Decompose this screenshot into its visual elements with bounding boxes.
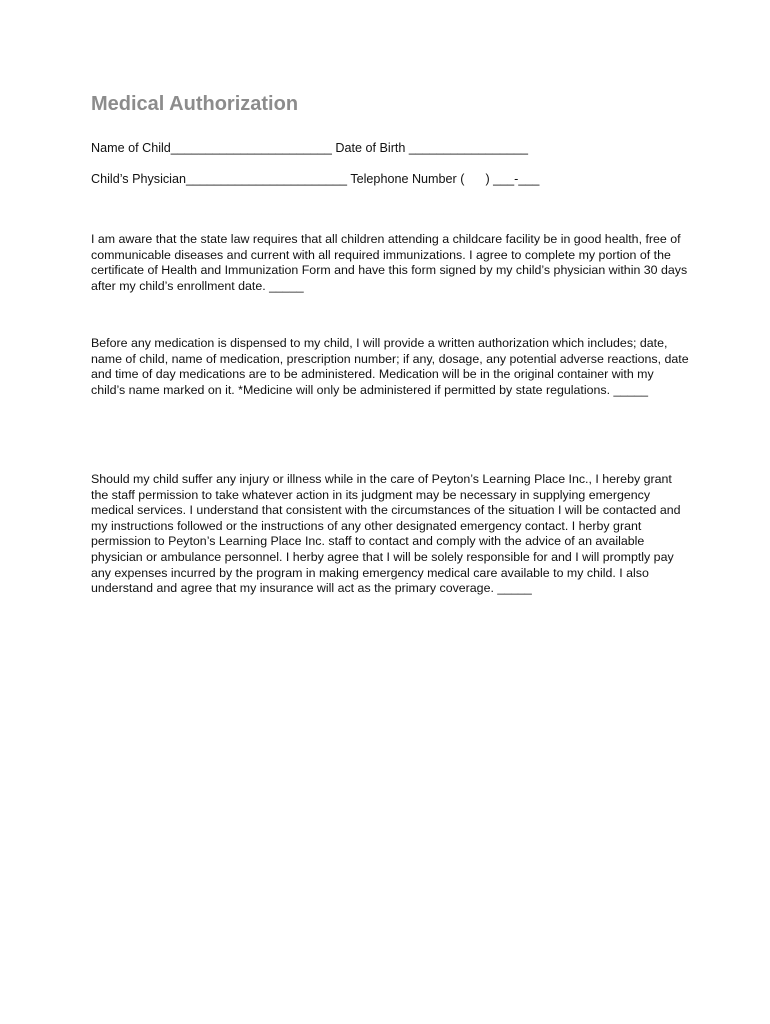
name-of-child-label: Name of Child: [91, 141, 171, 155]
childs-physician-field[interactable]: _______________________: [185, 172, 348, 186]
paragraph-text: Before any medication is dispensed to my child, I will provide a written authorization which includes; date, name of child, name of medication, prescription number; if any, dosage, any potential adverse reactions, date and time of day medications are to be administered. Medication will be in the original container with my child’s name marked on it. *Medicine will only be administered if permitted by state regulations.: [91, 336, 689, 397]
initials-field[interactable]: _____: [265, 278, 304, 293]
date-of-birth-label: Date of Birth: [331, 141, 409, 155]
physician-info-row: [91, 171, 539, 187]
date-of-birth-field[interactable]: _________________: [408, 141, 528, 155]
paragraph-text: Should my child suffer any injury or illness while in the care of Peyton’s Learning Place Inc., I hereby grant the staff permission to take whatever action in its judgment may be necessary in supplying emergency medical services. I understand that consistent with the circumstances of the situation I will be contacted and my instructions followed or the instructions of any other designated emergency contact. I herby grant permission to Peyton’s Learning Place Inc. staff to contact and comply with the advice of an available physician or ambulance personnel. I herby agree that I will be solely responsible for and I will promptly pay any expenses incurred by the program in making emergency medical care available to my child. I also understand and agree that my insurance will act as the primary coverage.: [91, 472, 681, 596]
initials-field[interactable]: _____: [610, 382, 648, 397]
medication-paragraph: [91, 336, 691, 398]
health-immunization-paragraph: [91, 232, 691, 294]
telephone-label: Telephone Number (: [347, 172, 465, 186]
child-info-row: [91, 140, 528, 156]
name-of-child-field[interactable]: _______________________: [170, 141, 332, 155]
initials-field[interactable]: _____: [493, 581, 532, 596]
telephone-field[interactable]: ) ___-___: [464, 172, 540, 186]
paragraph-text: I am aware that the state law requires that all children attending a childcare facility be in good health, free of communicable diseases and current with all required immunizations. I agree to complete my portion of the certificate of Health and Immunization Form and have this form signed by my child’s physician within 30 days after my child’s enrollment date.: [91, 232, 688, 293]
emergency-care-paragraph: [91, 472, 691, 597]
childs-physician-label: Child’s Physician: [91, 172, 186, 186]
page-title: Medical Authorization: [91, 93, 299, 115]
